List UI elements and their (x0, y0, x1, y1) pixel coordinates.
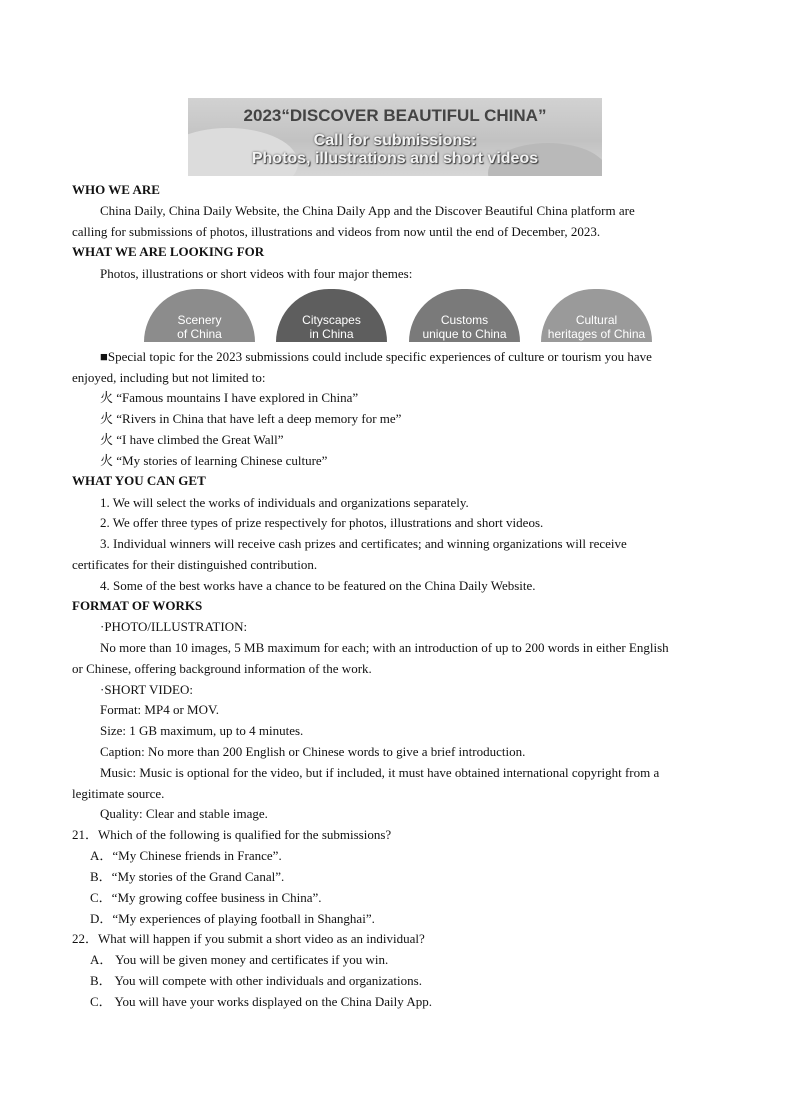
paragraph-line: certificates for their distinguished contribution. (72, 557, 318, 572)
section-heading-who: WHO WE ARE (72, 182, 160, 197)
paragraph-line: Photos, illustrations or short videos with four major themes: (100, 266, 413, 281)
question-21-option-c: C．“My growing coffee business in China”. (90, 890, 322, 905)
section-heading-looking: WHAT WE ARE LOOKING FOR (72, 244, 265, 259)
list-item (100, 432, 284, 448)
fire-bullet-icon: 火 (100, 453, 114, 468)
theme-badge-cultural (541, 289, 652, 342)
fire-bullet-icon: 火 (100, 390, 114, 405)
paragraph-line: 3. Individual winners will receive cash prizes and certificates; and winning organizations will receive (100, 536, 627, 551)
theme-label: Cultural (575, 313, 618, 327)
paragraph-line: or Chinese, offering background information of the work. (72, 661, 372, 676)
question-21-option-a: A．“My Chinese friends in France”. (90, 848, 282, 863)
fire-bullet-icon: 火 (100, 411, 114, 426)
paragraph-line: ·SHORT VIDEO: (100, 682, 193, 697)
question-22-option-a: A． You will be given money and certificates if you win. (90, 952, 389, 967)
banner-subtitle: Call for submissions: (313, 132, 477, 149)
list-item-text: “I have climbed the Great Wall” (116, 432, 284, 447)
banner-subtitle-2: Photos, illustrations and short videos (251, 150, 539, 167)
paragraph-line: Caption: No more than 200 English or Chinese words to give a brief introduction. (100, 744, 526, 759)
paragraph-line: Quality: Clear and stable image. (100, 806, 268, 821)
theme-label: heritages of China (547, 327, 646, 341)
theme-badge-cityscapes (276, 289, 387, 342)
banner-image (188, 98, 602, 176)
theme-label: in China (309, 327, 354, 341)
fire-bullet-icon: 火 (100, 432, 114, 447)
theme-label: Scenery (177, 313, 222, 327)
theme-badge-scenery (144, 289, 255, 342)
section-heading-format: FORMAT OF WORKS (72, 598, 203, 613)
paragraph-line: Size: 1 GB maximum, up to 4 minutes. (100, 723, 304, 738)
theme-label: Customs (440, 313, 489, 327)
paragraph-line: Music: Music is optional for the video, but if included, it must have obtained international copyright from a (100, 765, 660, 780)
list-item-text: “My stories of learning Chinese culture” (116, 453, 328, 468)
list-item-text: “Rivers in China that have left a deep memory for me” (116, 411, 402, 426)
list-item (100, 453, 327, 469)
list-item (100, 411, 401, 427)
paragraph-line: calling for submissions of photos, illustrations and videos from now until the end of December, 2023. (72, 224, 601, 239)
paragraph-line: 2. We offer three types of prize respectively for photos, illustrations and short videos. (100, 515, 544, 530)
list-item (100, 390, 358, 406)
theme-label: Cityscapes (302, 313, 361, 327)
banner-title: 2023“DISCOVER BEAUTIFUL CHINA” (243, 106, 547, 125)
paragraph-line: ■Special topic for the 2023 submissions could include specific experiences of culture or tourism you have (100, 349, 652, 364)
question-22-stem: 22．What will happen if you submit a short video as an individual? (72, 931, 425, 946)
theme-label: of China (177, 327, 222, 341)
theme-badge-customs (409, 289, 520, 342)
theme-label: unique to China (422, 327, 507, 341)
paragraph-line: Format: MP4 or MOV. (100, 702, 219, 717)
paragraph-line: ·PHOTO/ILLUSTRATION: (100, 619, 248, 634)
question-22-option-b: B． You will compete with other individuals and organizations. (90, 973, 422, 988)
question-21-stem: 21．Which of the following is qualified for the submissions? (72, 827, 392, 842)
paragraph-line: legitimate source. (72, 786, 165, 801)
paragraph-line: enjoyed, including but not limited to: (72, 370, 266, 385)
paragraph-line: 4. Some of the best works have a chance to be featured on the China Daily Website. (100, 578, 536, 593)
paragraph-line: No more than 10 images, 5 MB maximum for each; with an introduction of up to 200 words in either English (100, 640, 669, 655)
question-21-option-b: B．“My stories of the Grand Canal”. (90, 869, 285, 884)
question-21-option-d: D．“My experiences of playing football in Shanghai”. (90, 911, 375, 926)
paragraph-line: China Daily, China Daily Website, the China Daily App and the Discover Beautiful China platform are (100, 203, 635, 218)
paragraph-line: 1. We will select the works of individuals and organizations separately. (100, 495, 469, 510)
section-heading-get: WHAT YOU CAN GET (72, 473, 206, 488)
list-item-text: “Famous mountains I have explored in China” (116, 390, 359, 405)
question-22-option-c: C． You will have your works displayed on the China Daily App. (90, 994, 432, 1009)
